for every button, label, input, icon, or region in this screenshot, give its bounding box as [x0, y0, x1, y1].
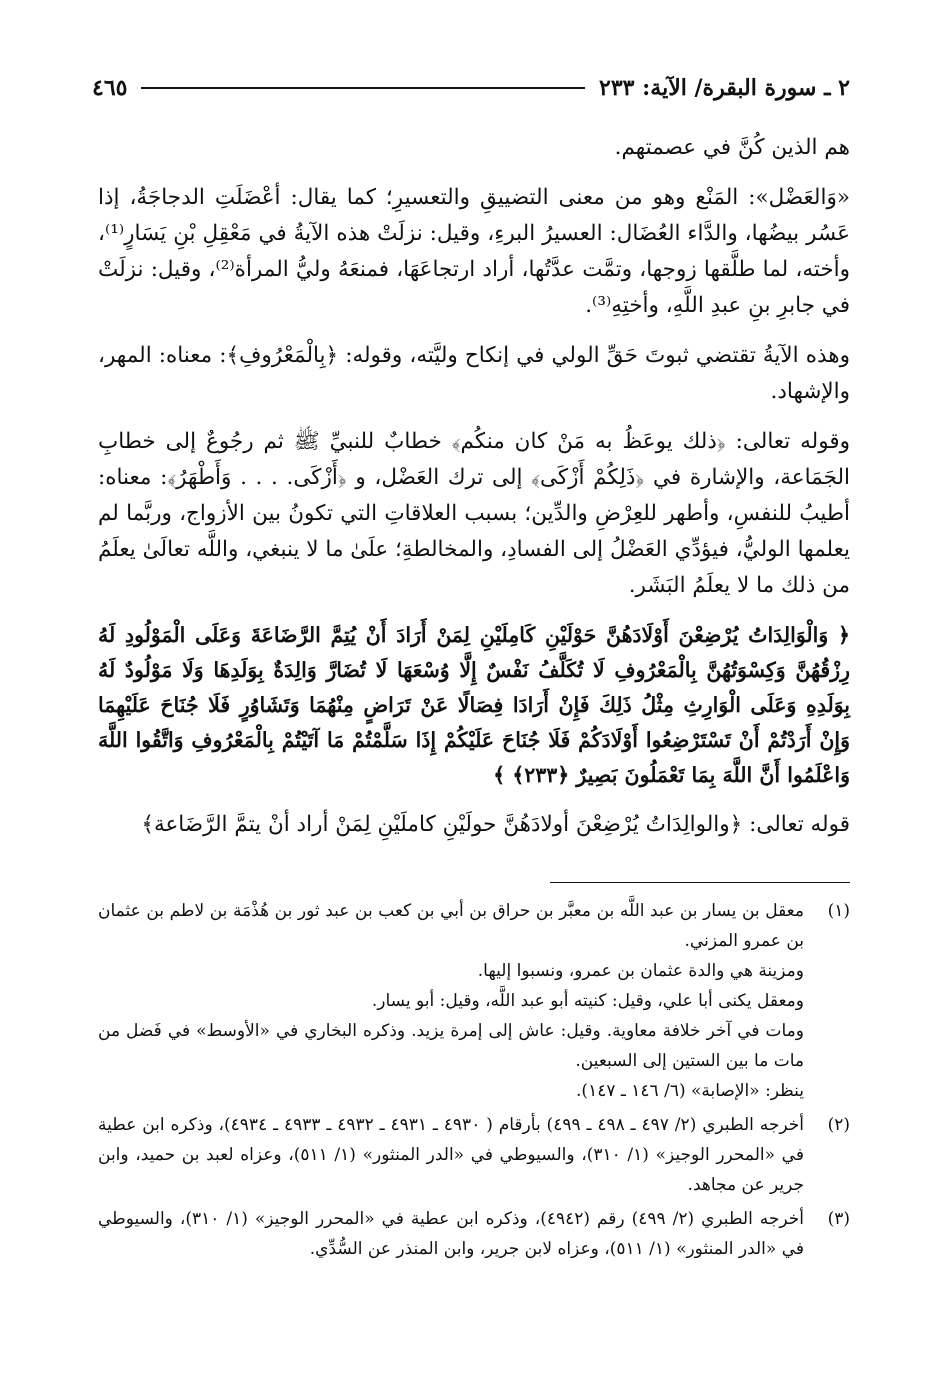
- footnote-line: ومزينة هي والدة عثمان بن عمرو، ونسبوا إليها.: [477, 961, 804, 981]
- footnote-line: أخرجه الطبري (٢/ ٤٩٧ ـ ٤٩٨ ـ ٤٩٩) بأرقام ( ٤٩٣٠ ـ ٤٩٣١ ـ ٤٩٣٢ ـ ٤٩٣٣ ـ ٤٩٣٤)، وذكره ابن عطية في «المحرر الوجيز» (١/ ٣١٠)، والسيوطي في «الدر المنثور» (١/ ٥١١)، وعزاه لعبد بن حميد، وابن جرير عن مجاهد.: [98, 1115, 804, 1195]
- paragraph: «وَالعَضْل»: المَنْع وهو من معنى التضييقِ والتعسيرِ؛ كما يقال: أعْضَلَتِ الدجاجَةُ، إذا عَسُر بيضُها، والدَّاء العُضَال: العسيرُ البرءِ، وقيل: نزلَتْ هذه الآيةُ في مَعْقِلِ بْنِ يَسَارٍ⁽¹⁾، وأخته، لما طلَّقها زوجها، وتمَّت عدَّتُها، أراد ارتجاعَهَا، فمنعَهُ وليُّ المرأة⁽²⁾، وقيل: نزلَتْ في جابرِ بنِ عبدِ اللَّهِ، وأختِهِ⁽³⁾.: [98, 185, 850, 318]
- running-header: [92, 68, 850, 108]
- footnote-line: ومات في آخر خلافة معاوية. وقيل: عاش إلى إمرة يزيد. وذكره البخاري في «الأوسط» في فَضل من مات ما بين الستين إلى السبعين.: [98, 1021, 804, 1071]
- paragraph: وهذه الآيةُ تقتضي ثبوتَ حَقِّ الولي في إنكاح وليَّته، وقوله: ﴿بِالْمَعْرُوفِ﴾: معناه: المهر، والإشهاد.: [98, 343, 850, 404]
- footnote-number: (٢): [827, 1115, 850, 1135]
- quran-verse: ﴿ وَالْوَالِدَاتُ يُرْضِعْنَ أَوْلَادَهُنَّ حَوْلَيْنِ كَامِلَيْنِ لِمَنْ أَرَادَ أَنْ يُتِمَّ الرَّضَاعَةَ وَعَلَى الْمَوْلُودِ لَهُ رِزْقُهُنَّ وَكِسْوَتُهُنَّ بِالْمَعْرُوفِ لَا تُكَلَّفُ نَفْسٌ إِلَّا وُسْعَهَا لَا تُضَارَّ وَالِدَةٌ بِوَلَدِهَا وَلَا مَوْلُودٌ لَهُ بِوَلَدِهِ وَعَلَى الْوَارِثِ مِثْلُ ذَلِكَ فَإِنْ أَرَادَا فِصَالًا عَنْ تَرَاضٍ مِنْهُمَا وَتَشَاوُرٍ فَلَا جُنَاحَ عَلَيْهِمَا وَإِنْ أَرَدْتُمْ أَنْ تَسْتَرْضِعُوا أَوْلَادَكُمْ فَلَا جُنَاحَ عَلَيْكُمْ إِذَا سَلَّمْتُمْ مَا آتَيْتُمْ بِالْمَعْرُوفِ وَاتَّقُوا اللَّهَ وَاعْلَمُوا أَنَّ اللَّهَ بِمَا تَعْمَلُونَ بَصِيرٌ ﴿٢٣٣﴾ ﴾: [98, 623, 850, 787]
- footnote-number: (١): [827, 901, 850, 921]
- footnote-text: [98, 896, 804, 1106]
- header-rule: [141, 87, 585, 89]
- footnote-line: أخرجه الطبري (٢/ ٤٩٩) رقم (٤٩٤٢)، وذكره ابن عطية في «المحرر الوجيز» (١/ ٣١٠)، والسيوطي في «الدر المنثور» (١/ ٥١١)، وعزاه لابن جرير، وابن المنذر عن السُّدِّي.: [98, 1209, 805, 1259]
- page-number: ٤٦٥: [92, 75, 128, 101]
- main-text: [98, 130, 850, 857]
- footnote-line: ومعقل يكنى أبا علي، وقيل: كنيته أبو عبد اللَّه، وقيل: أبو يسار.: [371, 991, 804, 1011]
- footnote-line: معقل بن يسار بن عبد اللَّه بن معبَّر بن حراق بن أبي بن كعب بن عبد ثور بن هُذْمَة بن لاطم بن عثمان بن عمرو المزني.: [98, 901, 804, 951]
- footnote-line: ينظر: «الإصابة» (٦/ ١٤٦ ـ ١٤٧).: [576, 1081, 804, 1101]
- footnotes: [98, 896, 850, 1268]
- footnote-number: (٣): [827, 1209, 850, 1229]
- paragraph: هم الذين كُنَّ في عصمتهم.: [614, 135, 850, 160]
- paragraph: قوله تعالى: ﴿والوالِدَاتُ يُرْضِعْنَ أولادَهُنَّ حولَيْنِ كاملَيْنِ لِمَنْ أراد أنْ يتمَّ الرَّضَاعة﴾: [141, 812, 850, 837]
- footnote: [98, 1110, 850, 1200]
- footnote-text: [98, 1110, 804, 1200]
- footnote-separator: [550, 882, 850, 883]
- header-title: ٢ ـ سورة البقرة/ الآية: ٢٣٣: [599, 75, 850, 101]
- footnote: [98, 896, 850, 1106]
- paragraph: وقوله تعالى: ﴿ذلك يوعَظُ به مَنْ كان منكُم﴾ خطابٌ للنبيِّ ﷺ ثم رجُوعٌ إلى خطابِ الجَمَاعة، والإشارة في ﴿ذَلِكُمْ أَزْكَى﴾ إلى ترك العَضْل، و ﴿أَزْكَى. . . . وَأَطْهَرُ﴾: معناه: أطيبُ للنفسِ، وأطهر للعِرْضِ والدِّين؛ بسبب العلاقاتِ التي تكونُ بين الأزواج، وربَّما لم يعلمها الوليُّ، فيؤدِّي العَضْلُ إلى الفسادِ، والمخالطةِ؛ علَىٰ ما لا ينبغي، واللَّه تعالَىٰ يعلَمُ من ذلك ما لا يعلَمُ البَشَر.: [98, 429, 850, 598]
- footnote-text: [98, 1204, 804, 1264]
- footnote: [98, 1204, 850, 1264]
